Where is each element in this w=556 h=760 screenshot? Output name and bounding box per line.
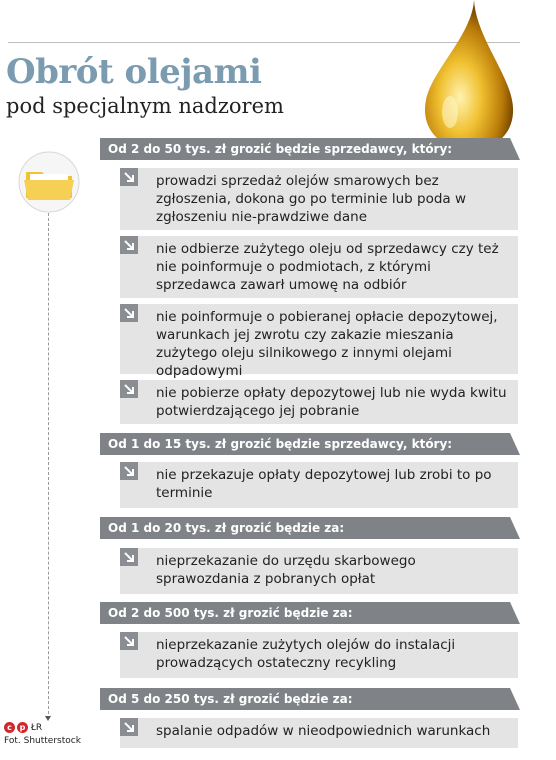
arrow-down-right-icon: [120, 380, 138, 398]
list-item: nie odbierze zużytego oleju od sprzedawcy czy też nie poinformuje o podmiotach, z którymi sprzedawca zawarł umowę na odbiór: [120, 236, 518, 298]
arrow-down-right-icon: [120, 718, 138, 736]
oil-drop-icon: [412, 0, 522, 150]
photo-credit: Fot. Shutterstock: [4, 736, 81, 746]
publisher-logo: c p: [4, 722, 28, 733]
list-item: nieprzekazanie zużytych olejów do instalacji prowadzących ostateczny recykling: [120, 632, 518, 678]
arrow-down-right-icon: [120, 236, 138, 254]
author-initials: ŁR: [30, 723, 43, 733]
arrow-down-right-icon: [120, 632, 138, 650]
list-item: prowadzi sprzedaż olejów smarowych bez zgłoszenia, dokona go po terminie lub poda w zgłoszeniu nie-prawdziwe dane: [120, 168, 518, 230]
credits: [4, 722, 81, 746]
page-subtitle: pod specjalnym nadzorem: [6, 94, 284, 118]
arrow-down-right-icon: [120, 168, 138, 186]
list-item: nieprzekazanie do urzędu skarbowego sprawozdania z pobranych opłat: [120, 548, 518, 594]
list-item: nie przekazuje opłaty depozytowej lub zrobi to po terminie: [120, 462, 518, 508]
section-header: Od 5 do 250 tys. zł grozić będzie za:: [100, 688, 520, 710]
timeline-end-arrow: [45, 716, 51, 721]
section-header: Od 1 do 15 tys. zł grozić będzie sprzedawcy, który:: [100, 433, 520, 455]
section-header: Od 2 do 500 tys. zł grozić będzie za:: [100, 602, 520, 624]
section-header: Od 1 do 20 tys. zł grozić będzie za:: [100, 517, 520, 539]
arrow-down-right-icon: [120, 304, 138, 322]
arrow-down-right-icon: [120, 548, 138, 566]
folder-icon: [18, 150, 80, 214]
timeline-line: [48, 213, 49, 719]
section-header: Od 2 do 50 tys. zł grozić będzie sprzedawcy, który:: [100, 138, 520, 160]
list-item: spalanie odpadów w nieodpowiednich warunkach: [120, 718, 518, 748]
list-item: nie poinformuje o pobieranej opłacie depozytowej, warunkach jej zwrotu czy zakazie mieszania zużytego oleju silnikowego z innymi olejami odpadowymi: [120, 304, 518, 374]
page-title: Obrót olejami: [6, 52, 262, 92]
list-item: nie pobierze opłaty depozytowej lub nie wyda kwitu potwierdzającego jej pobranie: [120, 380, 518, 424]
arrow-down-right-icon: [120, 462, 138, 480]
